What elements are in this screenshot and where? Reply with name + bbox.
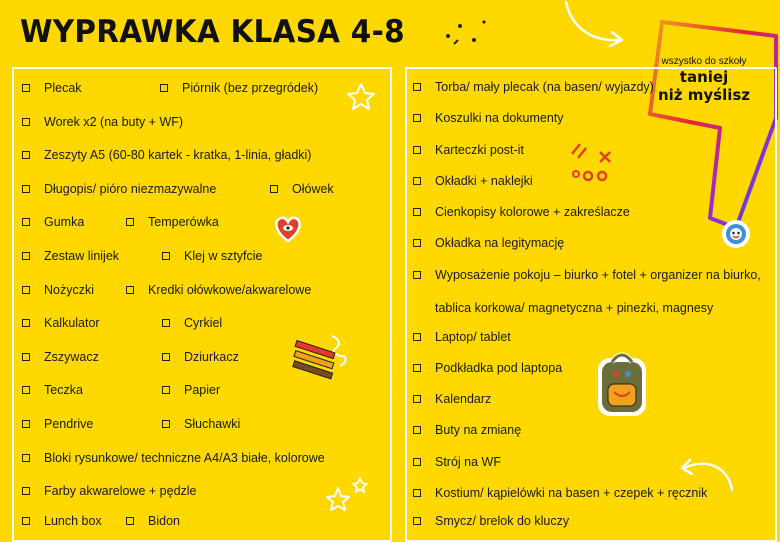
checklist-item[interactable] [162,316,222,330]
checklist-item[interactable] [413,514,569,528]
checklist-item-label: Papier [184,383,221,397]
checkbox-icon[interactable] [126,286,134,294]
checklist-item[interactable] [22,148,311,162]
flower-face-icon [720,218,752,250]
badge-line-2: niż myślisz [657,86,751,104]
checkbox-icon[interactable] [413,114,421,122]
checklist-item-label: Pendrive [44,417,94,431]
checkbox-icon[interactable] [413,458,421,466]
checklist-item-label: Farby akwarelowe + pędzle [44,484,197,498]
checklist-item-label: Buty na zmianę [435,423,522,437]
checklist-item-label: Cienkopisy kolorowe + zakreślacze [435,205,630,219]
checklist-item-label: Nożyczki [44,283,95,297]
curved-arrow-icon [560,0,630,55]
checklist-item-label: Ołówek [292,182,334,196]
checklist-item[interactable] [22,283,94,297]
checkbox-icon[interactable] [162,386,170,394]
checklist-item[interactable] [22,81,82,95]
checkbox-icon[interactable] [162,252,170,260]
checkbox-icon[interactable] [413,146,421,154]
checkbox-icon[interactable] [162,353,170,361]
checklist-item-label: Gumka [44,215,85,229]
checklist-item-label: Kostium/ kąpielówki na basen + czepek + ręcznik [435,486,708,500]
checkbox-icon[interactable] [413,271,421,279]
checkbox-icon[interactable] [22,386,30,394]
checkbox-icon[interactable] [413,426,421,434]
checklist-item[interactable] [22,182,216,196]
curved-arrow-bottom-icon [676,446,738,496]
checklist-item-label: Teczka [44,383,83,397]
checklist-item-label: Kredki ołówkowe/akwarelowe [148,283,312,297]
checklist-item[interactable] [22,249,119,263]
checkbox-icon[interactable] [160,84,168,92]
checkbox-icon[interactable] [22,420,30,428]
checklist-item[interactable] [162,417,240,431]
checkbox-icon[interactable] [22,185,30,193]
confetti-icon [566,140,618,186]
checklist-item-label: Okładka na legitymację [435,236,565,250]
checklist-item[interactable] [413,486,707,500]
checklist-item[interactable] [126,514,180,528]
checklist-item-label: Temperówka [148,215,219,229]
checkbox-icon[interactable] [22,454,30,462]
checklist-item-label: Wyposażenie pokoju – biurko + fotel + organizer na biurko, [435,268,761,282]
checklist-item-label: Torba/ mały plecak (na basen/ wyjazdy) [435,80,654,94]
stars-bottom-icon [322,474,372,518]
checkbox-icon[interactable] [413,208,421,216]
checkbox-icon[interactable] [413,364,421,372]
checkbox-icon[interactable] [22,517,30,525]
checkbox-icon[interactable] [413,239,421,247]
checklist-item-label: Zestaw linijek [44,249,120,263]
checklist-item-label: Podkładka pod laptopa [435,361,563,375]
checklist-item[interactable] [413,392,491,406]
checklist-item[interactable] [126,283,311,297]
checklist-item-label: Bidon [148,514,180,528]
checklist-item[interactable] [22,451,325,465]
checkbox-icon[interactable] [413,83,421,91]
checklist-item[interactable] [413,236,564,250]
checklist-item-label: Strój na WF [435,455,501,469]
checklist-item-label: Piórnik (bez przegródek) [182,81,319,95]
checklist-item[interactable] [22,383,83,397]
checklist-item-label: Długopis/ pióro niezmazywalne [44,182,217,196]
checkbox-icon[interactable] [22,84,30,92]
checklist-item[interactable] [160,81,318,95]
checklist-item-label: Klej w sztyfcie [184,249,263,263]
checklist-item[interactable] [413,268,761,282]
checklist-item[interactable] [413,455,501,469]
heart-eye-icon [272,214,304,244]
checklist-item[interactable] [22,316,100,330]
checkbox-icon[interactable] [270,185,278,193]
checklist-item[interactable] [126,215,219,229]
checkbox-icon[interactable] [22,286,30,294]
checklist-item-label: Worek x2 (na buty + WF) [44,115,184,129]
checklist-item-label: Kalendarz [435,392,492,406]
checklist-item-label: Lunch box [44,514,102,528]
checklist-item-label: Zszywacz [44,350,99,364]
backpack-icon [590,346,654,422]
checklist-item-label: Kalkulator [44,316,100,330]
checklist-item-label: Plecak [44,81,82,95]
checklist-item[interactable] [22,514,102,528]
checklist-item-label: Laptop/ tablet [435,330,511,344]
crayons-icon [288,330,360,386]
checkbox-icon[interactable] [413,489,421,497]
checklist-item-label: Słuchawki [184,417,241,431]
checklist-item[interactable] [413,143,524,157]
checklist-item[interactable] [270,182,334,196]
sparkle-dots-icon [440,18,490,48]
checklist-item[interactable] [22,115,183,129]
checkbox-icon[interactable] [22,353,30,361]
checkbox-icon[interactable] [22,252,30,260]
checklist-item[interactable] [22,484,197,498]
star-icon [346,82,376,110]
checklist-item[interactable] [413,361,562,375]
checkbox-icon[interactable] [22,218,30,226]
checkbox-icon[interactable] [22,118,30,126]
checklist-item[interactable] [413,330,511,344]
checklist-item[interactable] [413,174,533,188]
checklist-item[interactable] [22,215,84,229]
checklist-item[interactable] [413,80,654,94]
checkbox-icon[interactable] [162,420,170,428]
checkbox-icon[interactable] [413,517,421,525]
checklist-item-label: Smycz/ brelok do kluczy [435,514,570,528]
checkbox-icon[interactable] [22,487,30,495]
left-checklist-panel [12,67,392,542]
checklist-item[interactable] [162,350,239,364]
checklist-item[interactable] [22,417,93,431]
checkbox-icon[interactable] [22,151,30,159]
checkbox-icon[interactable] [22,319,30,327]
checkbox-icon[interactable] [162,319,170,327]
checklist-item-label: Bloki rysunkowe/ techniczne A4/A3 białe, kolorowe [44,451,325,465]
checklist-item[interactable] [22,350,99,364]
checkbox-icon[interactable] [413,395,421,403]
checklist-item-label: Zeszyty A5 (60-80 kartek - kratka, 1-linia, gładki) [44,148,312,162]
checklist-item-continuation: tablica korkowa/ magnetyczna + pinezki, magnesy [435,301,714,315]
checklist-item-label: Dziurkacz [184,350,239,364]
checklist-item-label: Koszulki na dokumenty [435,111,564,125]
checkbox-icon[interactable] [413,333,421,341]
checkbox-icon[interactable] [126,517,134,525]
page-title: WYPRAWKA KLASA 4-8 [20,14,405,50]
checklist-item[interactable] [413,423,521,437]
checkbox-icon[interactable] [413,177,421,185]
badge-line-1: taniej [679,68,729,86]
checklist-item-label: Karteczki post-it [435,143,524,157]
badge-small-text: wszystko do szkoły [661,56,747,67]
checklist-item[interactable] [413,111,564,125]
checklist-item-label: Cyrkiel [184,316,223,330]
checklist-item-label: Okładki + naklejki [435,174,533,188]
checkbox-icon[interactable] [126,218,134,226]
checklist-item[interactable] [162,249,263,263]
checklist-item[interactable] [162,383,220,397]
checklist-item[interactable] [413,205,630,219]
